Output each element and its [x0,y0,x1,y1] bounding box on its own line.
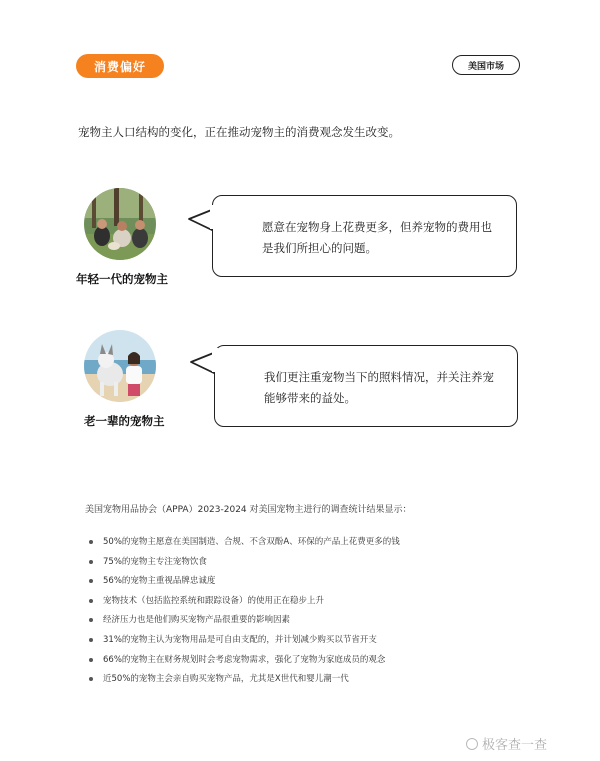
list-item-text: 66%的宠物主在财务规划时会考虑宠物需求，强化了宠物为家庭成员的观念 [103,654,386,665]
bullet-icon [89,579,93,583]
older-owner-quote: 我们更注重宠物当下的照料情况，并关注养宠能够带来的益处。 [264,370,494,405]
list-item [88,634,400,654]
young-owner-quote: 愿意在宠物身上花费更多，但养宠物的费用也是我们所担心的问题。 [262,220,492,255]
market-badge-label: 美国市场 [467,61,504,72]
list-item [88,556,400,576]
survey-source: 美国宠物用品协会（APPA）2023-2024 对美国宠物主进行的调查统计结果显示： [85,505,412,515]
watermark-text: 极客查一查 [482,738,548,753]
older-owner-label: 老一辈的宠物主 [84,414,165,428]
list-item [88,595,400,615]
list-item-text: 经济压力也是他们购买宠物产品很重要的影响因素 [103,615,291,626]
bullet-icon [89,599,93,603]
bubble-tail-cover [212,348,218,372]
section-tag-label: 消费偏好 [93,59,146,74]
bullet-icon [89,540,93,544]
watermark [466,734,547,753]
survey-results-list [88,536,400,693]
list-item [88,673,400,693]
bullet-icon [89,618,93,622]
list-item-text: 31%的宠物主认为宠物用品是可自由支配的，并计划减少购买以节省开支 [103,634,377,645]
list-item [88,654,400,674]
watermark-logo-icon [466,738,478,750]
list-item [88,536,400,556]
list-item-text: 75%的宠物主专注宠物饮食 [103,556,207,567]
section-tag [76,54,164,78]
market-badge [452,55,520,75]
list-item [88,575,400,595]
bullet-icon [89,638,93,642]
intro-text: 宠物主人口结构的变化，正在推动宠物主的消费观念发生改变。 [78,125,400,139]
older-owner-photo [84,330,156,402]
list-item-text: 50%的宠物主愿意在美国制造、合规、不含双酚A、环保的产品上花费更多的钱 [103,537,400,547]
list-item-text: 56%的宠物主重视品牌忠诚度 [103,576,216,587]
young-owner-label: 年轻一代的宠物主 [76,272,168,286]
bullet-icon [89,560,93,564]
bullet-icon [89,677,93,681]
bubble-tail-cover [210,205,216,229]
young-owner-photo [84,188,156,260]
list-item [88,614,400,634]
list-item-text: 宠物技术（包括监控系统和跟踪设备）的使用正在稳步上升 [103,595,325,606]
bullet-icon [89,658,93,662]
list-item-text: 近50%的宠物主会亲自购买宠物产品，尤其是X世代和婴儿潮一代 [103,674,349,685]
